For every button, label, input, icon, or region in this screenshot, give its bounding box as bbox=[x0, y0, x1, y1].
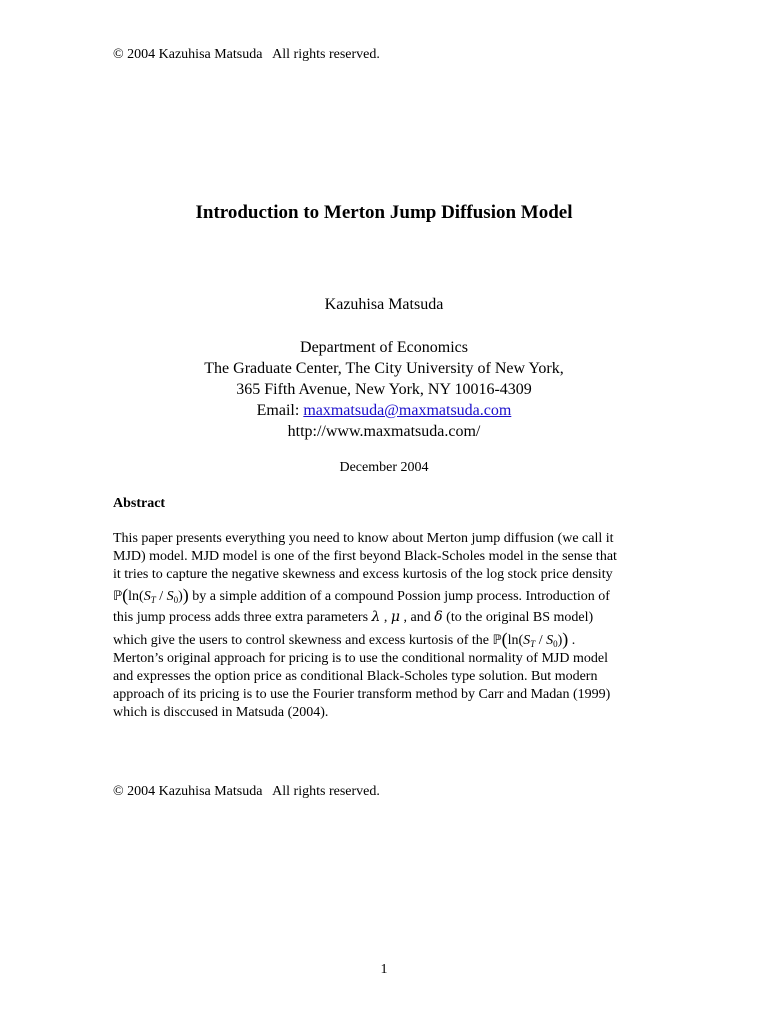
abstract-line: MJD) model. MJD model is one of the first beyond Black-Scholes model in the sense that bbox=[113, 549, 617, 564]
email-link[interactable]: maxmatsuda@maxmatsuda.com bbox=[303, 402, 512, 419]
department: Department of Economics bbox=[300, 339, 468, 356]
abstract-text: . bbox=[568, 633, 576, 648]
address: 365 Fifth Avenue, New York, NY 10016-4309 bbox=[236, 381, 532, 398]
math-close: ) bbox=[557, 633, 563, 648]
math-slash: / bbox=[155, 589, 167, 604]
abstract-line: $ℙ(\ln(S_T / S_0))$ by a simple addition of a compound Possion jump process. Introduction of bbox=[113, 585, 610, 605]
math-sub-T: T bbox=[150, 595, 156, 605]
abstract-heading: Abstract bbox=[113, 496, 166, 511]
abstract-line: Merton’s original approach for pricing is to use the conditional normality of MJD model bbox=[113, 651, 608, 666]
math-sub-T: T bbox=[530, 639, 536, 649]
page-number: 1 bbox=[380, 962, 388, 977]
math-ln: ln( bbox=[128, 589, 144, 604]
delta-symbol: δ bbox=[434, 609, 443, 625]
abstract-line: This paper presents everything you need to know about Merton jump diffusion (we call it bbox=[113, 531, 614, 546]
math-S: S bbox=[143, 589, 151, 604]
probability-symbol: ℙ bbox=[113, 589, 123, 604]
abstract-line: which give the users to control skewness and excess kurtosis of the $ℙ(\ln(S_T / S_0))$ . bbox=[113, 629, 576, 649]
abstract-text: this jump process adds three extra parameters bbox=[113, 610, 372, 625]
publication-date: December 2004 bbox=[339, 460, 429, 475]
math-S: S bbox=[166, 589, 174, 604]
math-slash: / bbox=[535, 633, 547, 648]
email-label: Email: bbox=[256, 402, 304, 419]
mu-symbol: μ bbox=[390, 609, 401, 625]
math-S: S bbox=[523, 633, 531, 648]
author-affiliation bbox=[0, 337, 768, 442]
abstract-text: which give the users to control skewness and excess kurtosis of the bbox=[113, 633, 493, 648]
abstract-line: and expresses the option price as conditional Black-Scholes type solution. But modern bbox=[113, 669, 598, 684]
math-sub-0: 0 bbox=[553, 639, 558, 649]
copyright-header: © 2004 Kazuhisa Matsuda All rights reserved. bbox=[113, 47, 380, 62]
abstract-text: , and bbox=[400, 610, 435, 625]
author-name: Kazuhisa Matsuda bbox=[324, 296, 444, 313]
math-close: ) bbox=[178, 589, 183, 604]
math-sub-0: 0 bbox=[173, 595, 179, 605]
abstract-body bbox=[113, 530, 658, 722]
email-line bbox=[0, 400, 768, 421]
abstract-text: , bbox=[380, 610, 391, 625]
lambda-symbol: λ bbox=[371, 609, 381, 625]
math-ln: ln( bbox=[507, 633, 524, 648]
math-S: S bbox=[546, 633, 554, 648]
copyright-footer: © 2004 Kazuhisa Matsuda All rights reserved. bbox=[113, 784, 380, 799]
probability-symbol: ℙ bbox=[492, 633, 502, 648]
abstract-text: by a simple addition of a compound Possion jump process. Introduction of bbox=[188, 589, 610, 604]
abstract-line: which is disccused in Matsuda (2004). bbox=[113, 705, 329, 720]
abstract-line: approach of its pricing is to use the Fourier transform method by Carr and Madan (1999) bbox=[113, 687, 611, 702]
abstract-line: it tries to capture the negative skewness and excess kurtosis of the log stock price density bbox=[113, 567, 613, 582]
abstract-line bbox=[113, 606, 658, 628]
abstract-text: (to the original BS model) bbox=[442, 610, 594, 625]
institution: The Graduate Center, The City University of New York, bbox=[204, 360, 564, 377]
paper-title: Introduction to Merton Jump Diffusion Model bbox=[195, 202, 573, 223]
website-url[interactable]: http://www.maxmatsuda.com/ bbox=[287, 423, 481, 440]
